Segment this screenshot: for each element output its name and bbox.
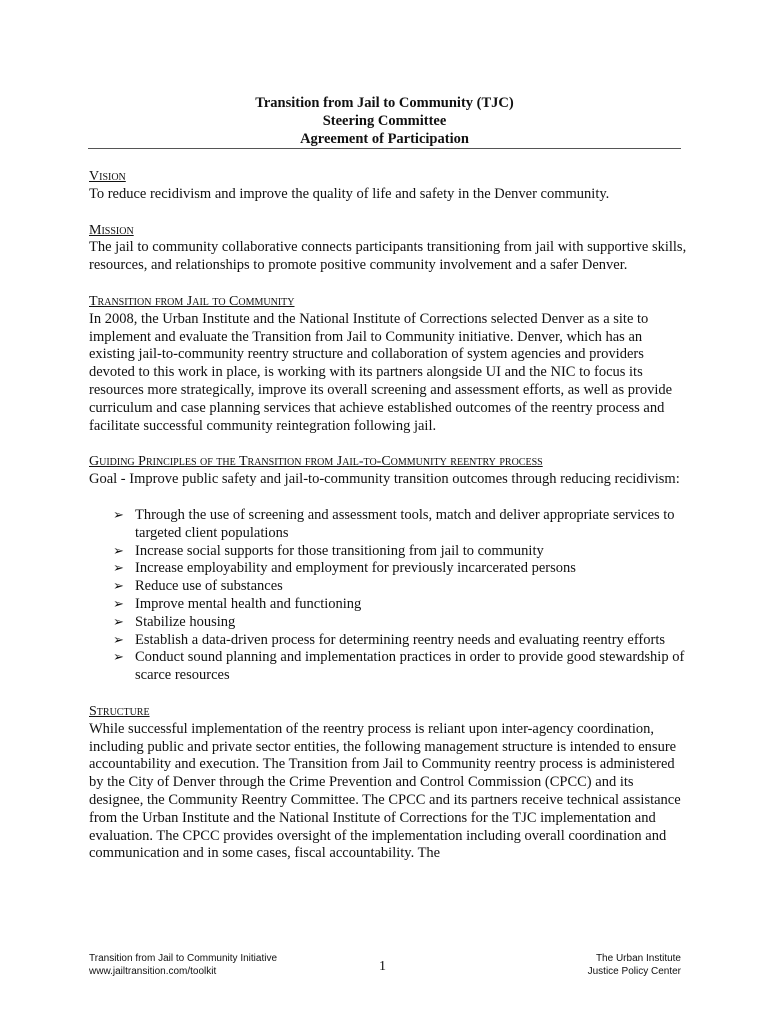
arrowhead-bullet-icon: ➢ bbox=[113, 596, 124, 612]
header-divider bbox=[88, 148, 681, 149]
footer-right bbox=[588, 952, 681, 978]
principles-section bbox=[89, 453, 689, 685]
vision-text: To reduce recidivism and improve the quality of life and safety in the Denver community. bbox=[89, 185, 610, 202]
list-item: ➢ Reduce use of substances bbox=[113, 578, 283, 595]
arrowhead-bullet-icon: ➢ bbox=[113, 507, 124, 523]
title-line-2: Steering Committee bbox=[322, 113, 447, 129]
principles-heading: Guiding Principles of the Transition from Jail-to-Community reentry process bbox=[89, 454, 543, 470]
structure-section bbox=[89, 703, 689, 863]
footer-center: Justice Policy Center bbox=[587, 966, 681, 977]
transition-text: In 2008, the Urban Institute and the National Institute of Corrections selected Denver as a site to implement and evaluate the Transition from Jail to Community initiative. Denver, which has an existing jail-to-community reentry structure and collaboration of system agencies and providers devoted to this work in place, is working with its partners alongside UI and the NIC to focus its resources more strategically, improve its overall screening and assessment efforts, as well as provide curriculum and case planning services that achieve established outcomes of the reentry process and facilitate successful community reintegration following jail. bbox=[89, 310, 673, 434]
footer-organization: The Urban Institute bbox=[595, 953, 681, 964]
page-number: 1 bbox=[379, 959, 386, 974]
vision-heading: Vision bbox=[89, 169, 126, 184]
structure-heading: Structure bbox=[89, 703, 150, 719]
footer-initiative-name: Transition from Jail to Community Initiative bbox=[89, 953, 278, 964]
arrowhead-bullet-icon: ➢ bbox=[113, 632, 124, 648]
list-item: ➢ Increase social supports for those transitioning from jail to community bbox=[113, 542, 544, 559]
arrowhead-bullet-icon: ➢ bbox=[113, 561, 124, 577]
list-item: ➢ Increase employability and employment for previously incarcerated persons bbox=[113, 560, 576, 577]
list-item: ➢ Through the use of screening and assessment tools, match and deliver appropriate services to targeted client populations bbox=[113, 506, 675, 541]
mission-text: The jail to community collaborative connects participants transitioning from jail with supportive skills, resources, and relationships to promote positive community involvement and a safer Denver. bbox=[89, 239, 687, 274]
document-body bbox=[89, 168, 689, 881]
footer-left bbox=[89, 952, 277, 978]
principles-goal: Goal - Improve public safety and jail-to-community transition outcomes through reducing recidivism: bbox=[89, 471, 680, 488]
transition-section bbox=[89, 293, 689, 435]
vision-section bbox=[89, 168, 689, 204]
structure-text: While successful implementation of the reentry process is reliant upon inter-agency coordination, including public and private sector entities, the following management structure is intended to ensure accountability and execution. The Transition from Jail to Community reentry process is administered by the City of Denver through the Crime Prevention and Control Commission (CPCC) and its designee, the Community Reentry Committee. The CPCC and its partners receive technical assistance from the Urban Institute and the National Institute of Corrections for the TJC implementation and evaluation. The CPCC provides oversight of the implementation including overall coordination and communication and in some cases, fiscal accountability. The bbox=[89, 720, 681, 862]
principles-list bbox=[89, 507, 689, 685]
document-header bbox=[88, 94, 681, 148]
mission-section bbox=[89, 222, 689, 275]
title-line-3: Agreement of Participation bbox=[300, 131, 469, 147]
arrowhead-bullet-icon: ➢ bbox=[113, 579, 124, 595]
transition-heading: Transition from Jail to Community bbox=[89, 293, 295, 309]
title-line-1: Transition from Jail to Community (TJC) bbox=[255, 95, 514, 111]
list-item: ➢ Stabilize housing bbox=[113, 613, 236, 630]
footer-url: www.jailtransition.com/toolkit bbox=[89, 966, 217, 977]
arrowhead-bullet-icon: ➢ bbox=[113, 650, 124, 666]
list-item: ➢ Conduct sound planning and implementation practices in order to provide good stewardship of scarce resources bbox=[113, 649, 685, 684]
arrowhead-bullet-icon: ➢ bbox=[113, 543, 124, 559]
arrowhead-bullet-icon: ➢ bbox=[113, 614, 124, 630]
list-item: ➢ Establish a data-driven process for determining reentry needs and evaluating reentry efforts bbox=[113, 631, 665, 648]
list-item: ➢ Improve mental health and functioning bbox=[113, 595, 362, 612]
mission-heading: Mission bbox=[89, 222, 134, 238]
